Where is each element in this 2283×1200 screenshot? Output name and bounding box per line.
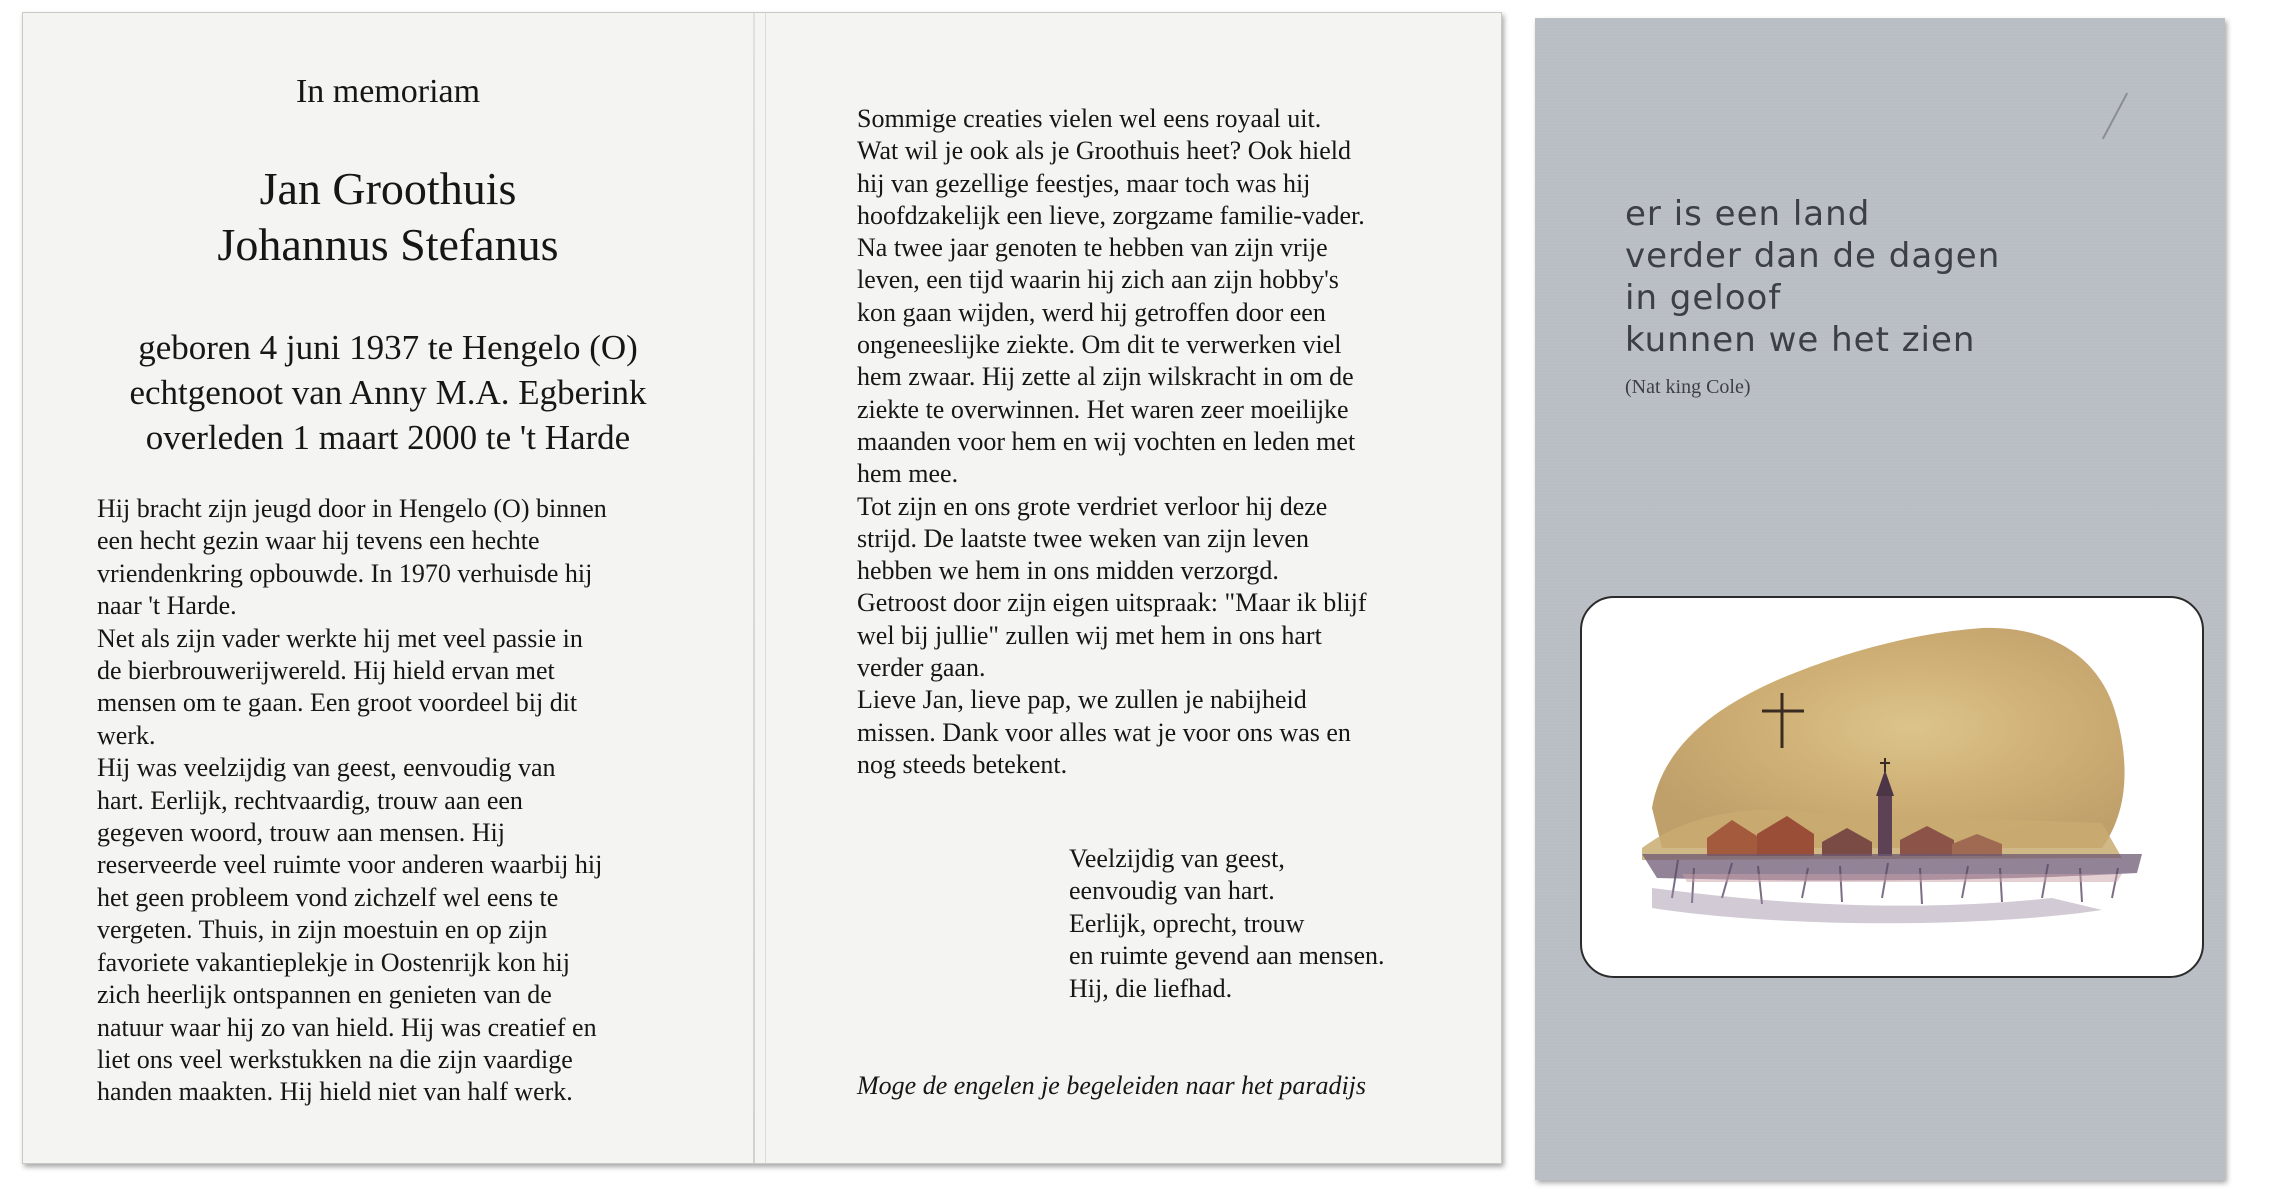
poem-line: verder dan de dagen	[1625, 236, 2001, 276]
text-line: maanden voor hem en wij vochten en leden met	[857, 426, 1356, 456]
text-line: verder gaan.	[857, 653, 986, 683]
closing-blessing: Moge de engelen je begeleiden naar het paradijs	[857, 1071, 1367, 1100]
text-line: Net als zijn vader werkte hij met veel passie in	[97, 623, 583, 653]
name-line: Johannus Stefanus	[217, 219, 559, 270]
text-line: een hecht gezin waar hij tevens een hechte	[97, 526, 540, 556]
text-line: Na twee jaar genoten te hebben van zijn vrije	[857, 233, 1328, 263]
verse	[1069, 843, 1385, 1005]
illustration-frame	[1580, 596, 2204, 978]
poem-attribution: (Nat king Cole)	[1625, 376, 1751, 398]
verse-line: Veelzijdig van geest,	[1069, 844, 1285, 873]
village-illustration	[1582, 598, 2202, 976]
birth-line: geboren 4 juni 1937 te Hengelo (O)	[138, 328, 638, 367]
text-line: hem zwaar. Hij zette al zijn wilskracht in om de	[857, 362, 1354, 392]
text-line: Getroost door zijn eigen uitspraak: "Maar ik blijf	[857, 588, 1367, 618]
fold-line-shadow	[765, 13, 766, 1163]
text-line: de bierbrouwerijwereld. Hij hield ervan met	[97, 656, 555, 686]
text-line: Wat wil je ook als je Groothuis heet? Ook hield	[857, 136, 1351, 166]
pencil-mark	[2102, 93, 2128, 140]
text-line: mensen om te gaan. Een groot voordeel bij dit	[97, 688, 578, 718]
biography-text	[97, 493, 717, 1109]
name-line: Jan Groothuis	[259, 163, 517, 214]
fold-line	[753, 13, 755, 1163]
life-dates	[23, 325, 753, 460]
foreground-grass	[1652, 888, 2102, 923]
water-reflection	[1682, 874, 2122, 882]
poem-line: in geloof	[1625, 278, 1782, 318]
text-line: werk.	[97, 720, 156, 750]
text-line: hij van gezellige feestjes, maar toch was hij	[857, 168, 1311, 198]
text-line: hebben we hem in ons midden verzorgd.	[857, 556, 1279, 586]
text-line: zich heerlijk ontspannen en genieten van de	[97, 980, 552, 1010]
story-text	[857, 103, 1367, 781]
text-line: hoofdzakelijk een lieve, zorgzame familie-vader.	[857, 200, 1365, 230]
text-line: natuur waar hij zo van hield. Hij was creatief en	[97, 1012, 597, 1042]
verse-line: eenvoudig van hart.	[1069, 876, 1275, 906]
poem	[1625, 193, 2000, 361]
text-line: wel bij jullie" zullen wij met hem in ons hart	[857, 620, 1322, 650]
text-line: handen maakten. Hij hield niet van half werk.	[97, 1077, 573, 1107]
text-line: ziekte te overwinnen. Het waren zeer moeilijke	[857, 394, 1349, 424]
text-line: liet ons veel werkstukken na die zijn vaardige	[97, 1044, 573, 1074]
text-line: hart. Eerlijk, rechtvaardig, trouw aan een	[97, 785, 523, 815]
text-line: kon gaan wijden, werd hij getroffen door een	[857, 297, 1326, 327]
text-line: Hij was veelzijdig van geest, eenvoudig van	[97, 753, 556, 783]
text-line: Lieve Jan, lieve pap, we zullen je nabijheid	[857, 685, 1307, 715]
text-line: leven, een tijd waarin hij zich aan zijn hobby's	[857, 265, 1339, 295]
text-line: Tot zijn en ons grote verdriet verloor hij deze	[857, 491, 1328, 521]
memorial-card-front	[1535, 18, 2225, 1180]
text-line: strijd. De laatste twee weken van zijn leven	[857, 523, 1309, 553]
verse-line: Eerlijk, oprecht, trouw	[1069, 908, 1305, 938]
memoriam-heading: In memoriam	[295, 73, 481, 110]
deceased-name	[23, 161, 753, 273]
poem-line: kunnen we het zien	[1625, 320, 1976, 360]
text-line: het geen probleem vond zichzelf wel eens te	[97, 882, 559, 912]
memorial-card-inside	[22, 12, 1502, 1164]
text-line: favoriete vakantieplekje in Oostenrijk kon hij	[97, 947, 570, 977]
text-line: naar 't Harde.	[97, 591, 237, 621]
text-line: vriendenkring opbouwde. In 1970 verhuisde hij	[97, 558, 593, 588]
text-line: Sommige creaties vielen wel eens royaal uit.	[857, 104, 1322, 133]
text-line: hem mee.	[857, 459, 959, 489]
left-page	[23, 13, 753, 1163]
text-line: missen. Dank voor alles wat je voor ons was en	[857, 717, 1351, 747]
text-line: reserveerde veel ruimte voor anderen waarbij hij	[97, 850, 603, 880]
text-line: vergeten. Thuis, in zijn moestuin en op zijn	[97, 915, 548, 945]
text-line: ongeneeslijke ziekte. Om dit te verwerken viel	[857, 330, 1342, 360]
poem-line: er is een land	[1625, 194, 1871, 234]
text-line: Hij bracht zijn jeugd door in Hengelo (O) binnen	[97, 494, 607, 523]
verse-line: Hij, die liefhad.	[1069, 973, 1233, 1003]
right-page	[767, 13, 1501, 1163]
spouse-line: echtgenoot van Anny M.A. Egberink	[129, 373, 647, 412]
text-line: gegeven woord, trouw aan mensen. Hij	[97, 818, 505, 848]
verse-line: en ruimte gevend aan mensen.	[1069, 941, 1385, 971]
text-line: nog steeds betekent.	[857, 749, 1068, 779]
death-line: overleden 1 maart 2000 te 't Harde	[145, 418, 631, 457]
